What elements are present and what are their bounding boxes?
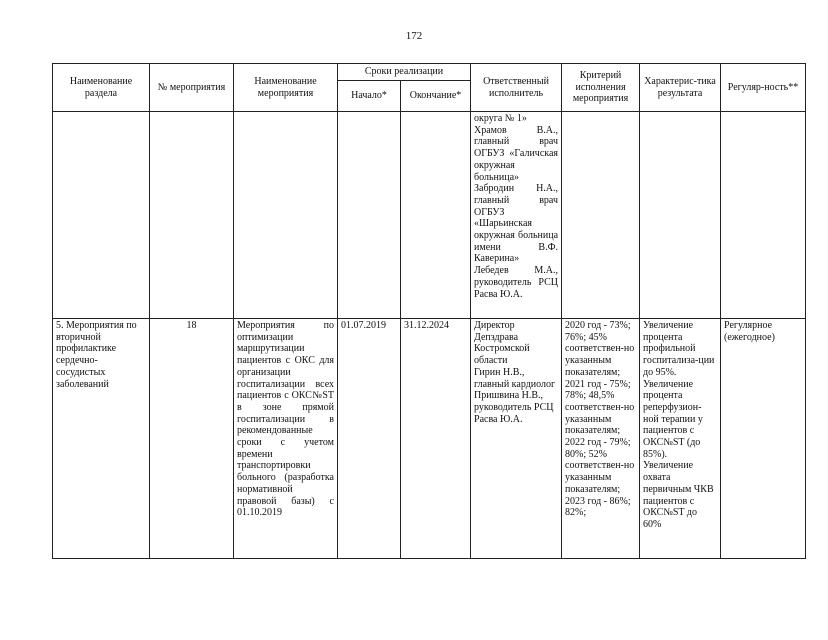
cell-start-date: 01.07.2019 (338, 319, 401, 559)
header-result: Характерис-тика результата (640, 64, 721, 112)
cell-end-date: 31.12.2024 (401, 319, 471, 559)
cell-result: Увеличение процента профильной госпитализа-ции до 95%. Увеличение процента реперфузион-ной терапии у пациентов с ОКС№ST (до 85%). Увеличение охвата первичным ЧКВ пациентов с ОКС№ST до 60% (640, 319, 721, 559)
cell-event-name: Мероприятия по оптимизации маршрутизации пациентов с ОКС для организации госпитализации всех пациентов с ОКС№ST в зоне прямой госпитализации в рекомендованные сроки с учетом времени транспортировки больного (разработка нормативной правовой базы) с 01.10.2019 (234, 319, 338, 559)
header-regularity: Регуляр-ность** (721, 64, 806, 112)
header-responsible: Ответственный исполнитель (471, 64, 562, 112)
cell-number: 18 (150, 319, 234, 559)
cell-section: 5. Мероприятия по вторичной профилактике сердечно-сосудистых заболеваний (53, 319, 150, 559)
cell-regularity: Регулярное (ежегодное) (721, 319, 806, 559)
header-criterion: Критерий исполнения мероприятия (562, 64, 640, 112)
table-row-5 (53, 319, 806, 559)
header-deadlines: Сроки реализации (338, 64, 471, 81)
header-section-name: Наименование раздела (53, 64, 150, 112)
header-row-1 (53, 64, 806, 81)
header-start: Начало* (338, 81, 401, 112)
events-table (52, 63, 806, 559)
cell-responsible-continued: округа № 1» Храмов В.А., главный врач ОГБУЗ «Галичская окружная больница» Забродин Н.А., главный врач ОГБУЗ «Шарьинская окружная больница имени В.Ф. Каверина» Лебедев М.А., руководитель РСЦ Расва Ю.А. (471, 112, 562, 319)
header-end: Окончание* (401, 81, 471, 112)
header-event-number: № мероприятия (150, 64, 234, 112)
cell-criterion: 2020 год - 73%; 76%; 45% соответствен-но указанным показателям; 2021 год - 75%; 78%; 48,5% соответствен-но указанным показателям; 2022 год - 79%; 80%; 52% соответствен-но указанным показателям; 2023 год - 86%; 82%; (562, 319, 640, 559)
header-event-name: Наименование мероприятия (234, 64, 338, 112)
table-row-continued (53, 112, 806, 319)
page-number: 172 (405, 30, 423, 42)
cell-responsible: Директор Депздрава Костромской области Гирин Н.В., главный кардиолог Пришвина Н.В., руководитель РСЦ Расва Ю.А. (471, 319, 562, 559)
